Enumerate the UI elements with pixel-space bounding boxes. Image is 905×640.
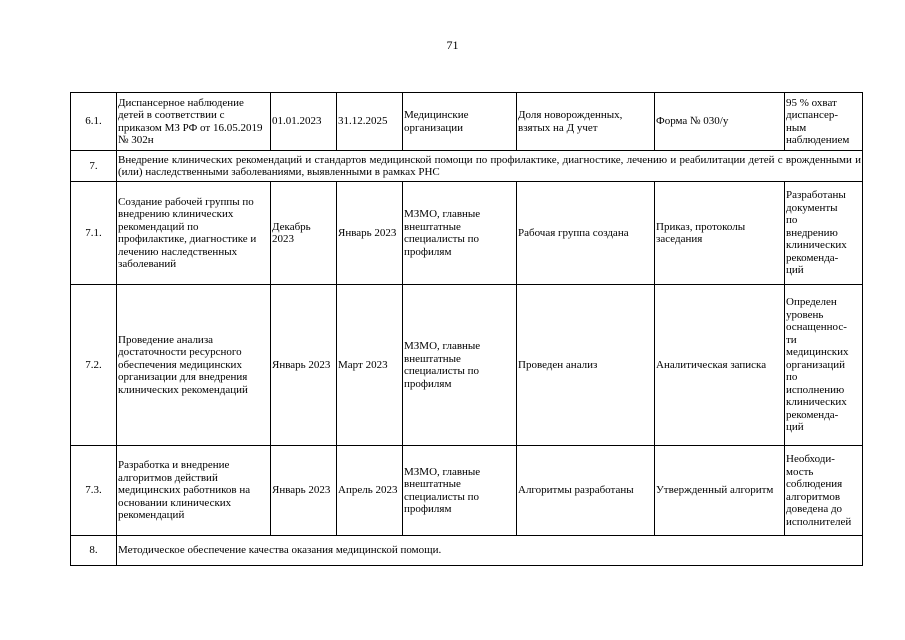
end-date-cell: 31.12.2025 (337, 93, 403, 151)
activity-cell: Разработка и внедрение алгоритмов действий медицинских работников на основании клинических рекомендаций (117, 446, 271, 536)
indicator-cell: Проведен анализ (517, 285, 655, 446)
section-row (71, 536, 863, 566)
control-form-cell: Приказ, протоколы заседания (655, 182, 785, 285)
result-cell: Определен уровень оснащеннос- ти медицинских организаций по исполнению клинических рекоменда- ций (785, 285, 863, 446)
page-number: 71 (446, 38, 459, 52)
executor-cell: Медицинские организации (403, 93, 517, 151)
table-row (71, 446, 863, 536)
section-title-cell: Внедрение клинических рекомендаций и стандартов медицинской помощи по профилактике, диагностике, лечению и реабилитации детей с врожденными и (или) наследственными заболеваниями, выявленными в рамках РНС (117, 151, 863, 182)
row-number: 6.1. (71, 93, 117, 151)
indicator-cell: Доля новорожденных, взятых на Д учет (517, 93, 655, 151)
start-date-cell: Январь 2023 (271, 285, 337, 446)
table-row (71, 93, 863, 151)
end-date-cell: Март 2023 (337, 285, 403, 446)
start-date-cell: Январь 2023 (271, 446, 337, 536)
section-title-cell: Методическое обеспечение качества оказания медицинской помощи. (117, 536, 863, 566)
indicator-cell: Рабочая группа создана (517, 182, 655, 285)
activity-cell: Диспансерное наблюдение детей в соответствии с приказом МЗ РФ от 16.05.2019 № 302н (117, 93, 271, 151)
control-form-cell: Форма № 030/у (655, 93, 785, 151)
start-date-cell: Декабрь 2023 (271, 182, 337, 285)
result-cell: Разработаны документы по внедрению клинических рекоменда- ций (785, 182, 863, 285)
control-form-cell: Утвержденный алгоритм (655, 446, 785, 536)
executor-cell: МЗМО, главные внештатные специалисты по профилям (403, 182, 517, 285)
result-cell: 95 % охват диспансер- ным наблюдением (785, 93, 863, 151)
row-number: 7.2. (71, 285, 117, 446)
plan-table (70, 92, 863, 566)
result-cell: Необходи- мость соблюдения алгоритмов доведена до исполнителей (785, 446, 863, 536)
row-number: 7.1. (71, 182, 117, 285)
table-row (71, 182, 863, 285)
row-number: 7.3. (71, 446, 117, 536)
executor-cell: МЗМО, главные внештатные специалисты по профилям (403, 446, 517, 536)
activity-cell: Создание рабочей группы по внедрению клинических рекомендаций по профилактике, диагностике и лечению наследственных заболеваний (117, 182, 271, 285)
start-date-cell: 01.01.2023 (271, 93, 337, 151)
executor-cell: МЗМО, главные внештатные специалисты по профилям (403, 285, 517, 446)
table-row (71, 285, 863, 446)
section-row (71, 151, 863, 182)
end-date-cell: Апрель 2023 (337, 446, 403, 536)
row-number: 8. (71, 536, 117, 566)
control-form-cell: Аналитическая записка (655, 285, 785, 446)
row-number: 7. (71, 151, 117, 182)
indicator-cell: Алгоритмы разработаны (517, 446, 655, 536)
activity-cell: Проведение анализа достаточности ресурсного обеспечения медицинских организации для внедрения клинических рекомендаций (117, 285, 271, 446)
end-date-cell: Январь 2023 (337, 182, 403, 285)
